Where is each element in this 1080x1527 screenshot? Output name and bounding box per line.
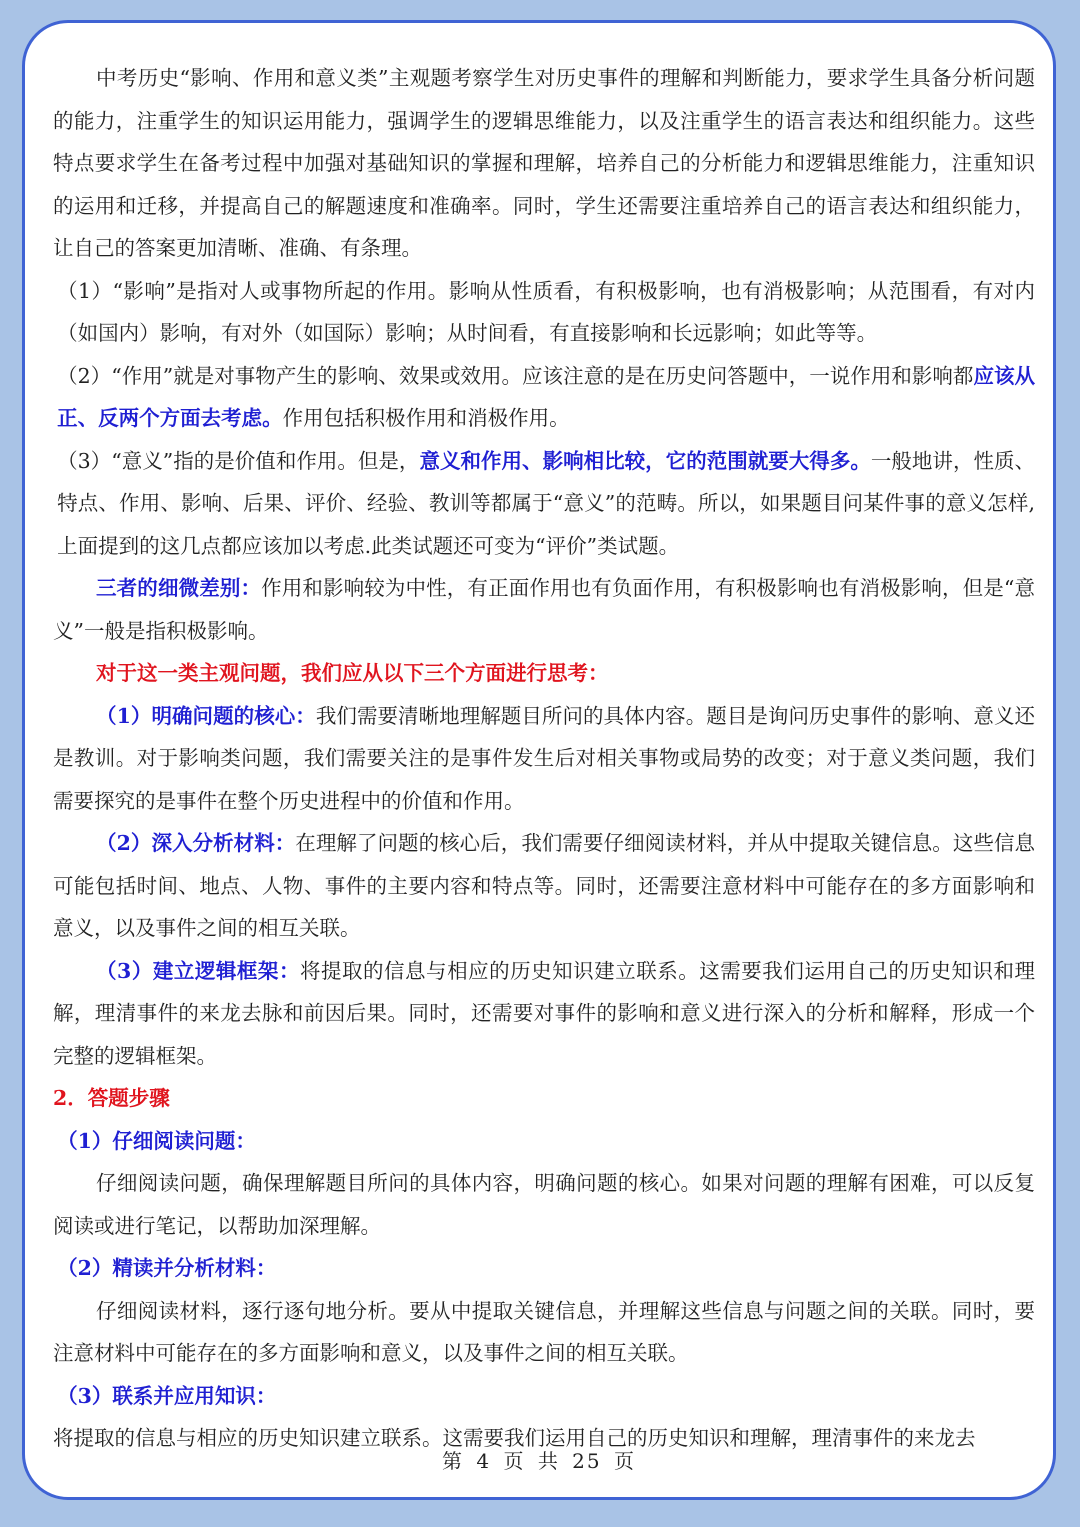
analyze-material-paragraph [53, 822, 1035, 950]
footer-page-current: 4 [476, 1449, 492, 1473]
step3-heading: （3）联系并应用知识： [57, 1383, 277, 1408]
footer-page-total: 25 [572, 1449, 602, 1473]
step2-body: 仔细阅读材料，逐行逐句地分析。要从中提取关键信息，并理解这些信息与问题之间的关联。同时，要注意材料中可能存在的多方面影响和意义，以及事件之间的相互关联。 [53, 1298, 1035, 1365]
function-definition-paragraph [53, 355, 1035, 440]
step1-body: 仔细阅读问题，确保理解题目所问的具体内容，明确问题的核心。如果对问题的理解有困难，可以反复阅读或进行笔记，以帮助加深理解。 [53, 1171, 1035, 1238]
step2-heading: （2）精读并分析材料： [57, 1256, 277, 1280]
footer-label-page: 第 [442, 1449, 464, 1473]
step3-body: 将提取的信息与相应的历史知识建立联系。这需要我们运用自己的历史知识和理解，理清事件的来龙去 [53, 1426, 976, 1450]
function-text-end: 作用包括积极作用和消极作用。 [282, 406, 570, 430]
significance-emphasis: 意义和作用、影响相比较，它的范围就要大得多。 [419, 448, 871, 473]
section-heading-steps: 2．答题步骤 [53, 1086, 170, 1110]
difference-text: 作用和影响较为中性，有正面作用也有负面作用，有积极影响也有消极影响，但是“意义”一般是指积极影响。 [53, 576, 1035, 643]
step1-heading: （1）仔细阅读问题： [57, 1128, 256, 1153]
footer-label-total: 共 [537, 1449, 560, 1473]
core-question-paragraph [53, 695, 1035, 823]
significance-text-end: 一般地讲，性质、特点、作用、影响、后果、评价、经验、教训等都属于“意义”的范畴。所以，如果题目问某件事的意义怎样,上面提到的这几点都应该加以考虑.此类试题还可变为“评价”类试题。 [57, 448, 1036, 558]
logic-framework-text: 将提取的信息与相应的历史知识建立联系。这需要我们运用自己的历史知识和理解，理清事件的来龙去脉和前因后果。同时，还需要对事件的影响和意义进行深入的分析和解释，形成一个完整的逻辑框架。 [53, 958, 1035, 1068]
core-question-heading: （1）明确问题的核心： [96, 703, 316, 728]
thinking-heading: 对于这一类主观问题，我们应从以下三个方面进行思考： [96, 661, 609, 685]
logic-framework-heading: （3）建立逻辑框架： [96, 958, 300, 983]
influence-definition-paragraph: （1）“影响”是指对人或事物所起的作用。影响从性质看，有积极影响，也有消极影响；从范围看，有对内（如国内）影响，有对外（如国际）影响；从时间看，有直接影响和长远影响；如此等等。 [57, 278, 1035, 345]
analyze-material-text: 在理解了问题的核心后，我们需要仔细阅读材料，并从中提取关键信息。这些信息可能包括时间、地点、人物、事件的主要内容和特点等。同时，还需要注意材料中可能存在的多方面影响和意义，以及事件之间的相互关联。 [53, 831, 1035, 940]
footer-label-ye: 页 [503, 1449, 526, 1473]
significance-text: （3）“意义”指的是价值和作用。但是， [57, 448, 420, 473]
intro-paragraph: 中考历史“影响、作用和意义类”主观题考察学生对历史事件的理解和判断能力，要求学生具备分析问题的能力，注重学生的知识运用能力，强调学生的逻辑思维能力，以及注重学生的语言表达和组织能力。这些特点要求学生在备考过程中加强对基础知识的掌握和理解，培养自己的分析能力和逻辑思维能力，注重知识的运用和迁移，并提高自己的解题速度和准确率。同时，学生还需要注重培养自己的语言表达和组织能力，让自己的答案更加清晰、准确、有条理。 [53, 66, 1035, 260]
footer-label-ye-end: 页 [613, 1449, 636, 1473]
document-page [22, 20, 1056, 1500]
document-body [53, 57, 1035, 1460]
core-question-text: 我们需要清晰地理解题目所问的具体内容。题目是询问历史事件的影响、意义还是教训。对于影响类问题，我们需要关注的是事件发生后对相关事物或局势的改变；对于意义类问题，我们需要探究的是事件在整个历史进程中的价值和作用。 [53, 703, 1036, 813]
analyze-material-heading: （2）深入分析材料： [96, 831, 296, 855]
difference-heading: 三者的细微差别： [96, 576, 262, 600]
logic-framework-paragraph [53, 950, 1035, 1078]
function-emphasis: 应该从正、反两个方面去考虑。 [57, 363, 1035, 430]
significance-definition-paragraph [53, 440, 1035, 568]
difference-paragraph [53, 567, 1035, 652]
page-footer [25, 1445, 1053, 1474]
function-text: （2）“作用”就是对事物产生的影响、效果或效用。应该注意的是在历史问答题中，一说作用和影响都 [57, 363, 974, 388]
